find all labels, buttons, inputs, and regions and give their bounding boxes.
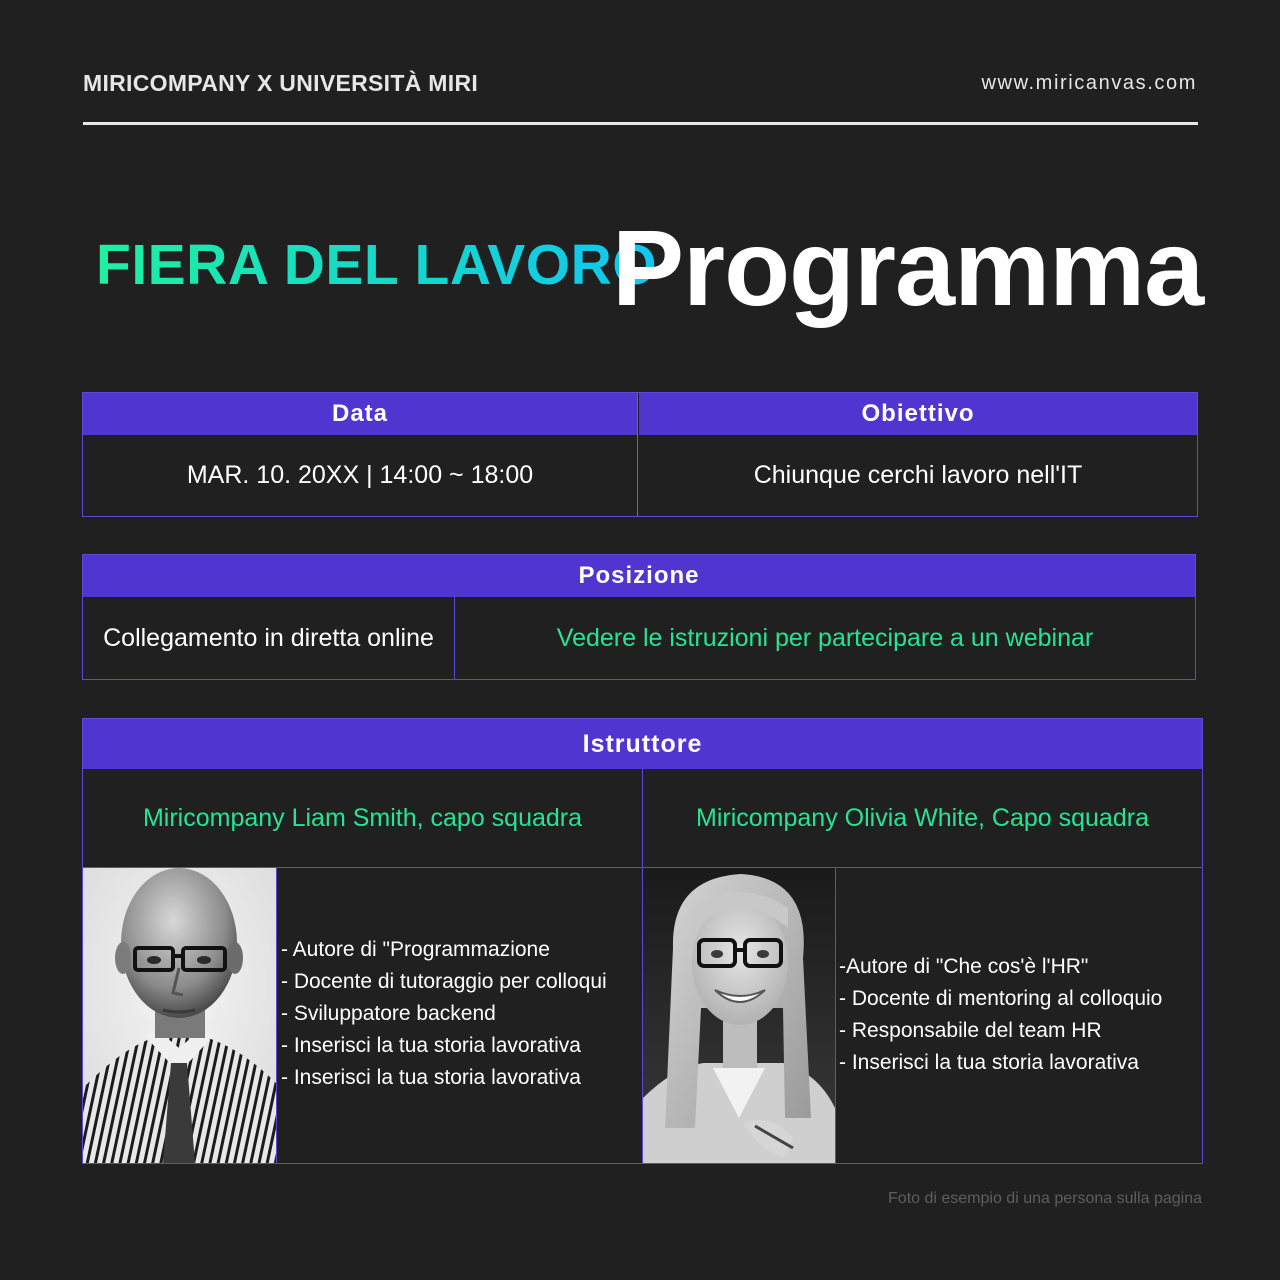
info-table xyxy=(82,392,1198,517)
instructor-name-1: Miricompany Liam Smith, capo squadra xyxy=(142,803,583,832)
location-table xyxy=(82,554,1196,680)
bio-1-line-5: - Inserisci la tua storia lavorativa xyxy=(281,1066,581,1089)
date-header: Data xyxy=(83,393,637,435)
instructor-bio-2 xyxy=(839,951,1199,1079)
bio-1-line-1: - Autore di "Programmazione xyxy=(281,938,550,961)
instructor-bio-1 xyxy=(281,934,636,1094)
instructor-header: Istruttore xyxy=(83,719,1202,769)
photo-2-divider xyxy=(835,868,836,1163)
bio-2-line-2: - Docente di mentoring al colloquio xyxy=(839,987,1163,1010)
instructor-photo-2 xyxy=(643,868,835,1163)
bio-2-line-4: - Inserisci la tua storia lavorativa xyxy=(839,1051,1139,1074)
instructor-photo-1 xyxy=(83,868,276,1163)
website-link[interactable]: www.miricanvas.com xyxy=(981,72,1197,94)
target-header: Obiettivo xyxy=(639,393,1197,435)
location-type: Collegamento in diretta online xyxy=(103,623,434,652)
webinar-instructions-link[interactable]: Vedere le istruzioni per partecipare a un webinar xyxy=(556,623,1094,652)
location-header: Posizione xyxy=(83,555,1195,597)
info-table-divider xyxy=(637,393,638,516)
photo-caption: Foto di esempio di una persona sulla pagina xyxy=(888,1190,1202,1207)
instructor-table xyxy=(82,718,1203,1164)
bio-1-line-3: - Sviluppatore backend xyxy=(281,1002,496,1025)
bio-1-line-2: - Docente di tutoraggio per colloqui xyxy=(281,970,607,993)
bio-1-line-4: - Inserisci la tua storia lavorativa xyxy=(281,1034,581,1057)
photo-1-divider xyxy=(276,868,277,1163)
date-value: MAR. 10. 20XX | 14:00 ~ 18:00 xyxy=(186,461,534,489)
instructor-name-2: Miricompany Olivia White, Capo squadra xyxy=(696,803,1149,832)
bio-2-line-3: - Responsabile del team HR xyxy=(839,1019,1102,1042)
brand-label: MIRICOMPANY X UNIVERSITÀ MIRI xyxy=(83,70,479,96)
header-divider xyxy=(83,122,1198,125)
page-title: Programma xyxy=(612,207,1204,328)
event-name: FIERA DEL LAVORO xyxy=(96,233,658,297)
target-value: Chiunque cerchi lavoro nell'IT xyxy=(753,461,1083,489)
bio-2-line-1: -Autore di "Che cos'è l'HR" xyxy=(839,955,1089,978)
